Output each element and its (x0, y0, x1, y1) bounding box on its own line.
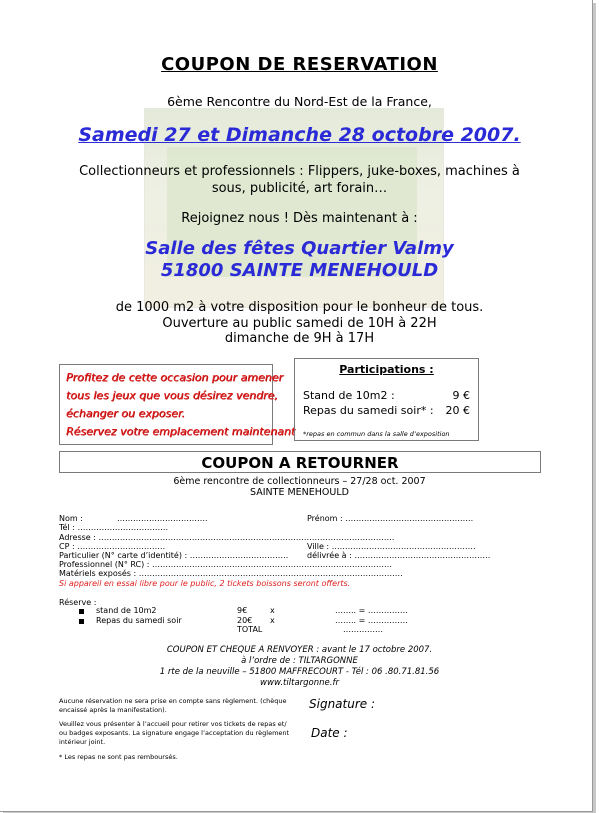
square-bullet-icon (79, 609, 84, 614)
collectors-line1: Collectionneurs et professionnels : Flippers, juke-boxes, machines à (79, 164, 520, 179)
order-payee: à l’ordre de : TILTARGONNE (241, 656, 358, 666)
event-subtitle: 6ème Rencontre du Nord-Est de la France, (167, 94, 432, 109)
promo-line: Réservez votre emplacement maintenant (66, 425, 296, 438)
warning-text: Si appareil en essai libre pour le public, 2 tickets boissons seront offerts. (59, 579, 351, 588)
signature-label: Signature : (309, 697, 376, 711)
page-title: COUPON DE RESERVATION (161, 54, 438, 75)
stand-label: Stand de 10m2 : (303, 389, 395, 402)
total-label: TOTAL (237, 625, 263, 634)
collectors-line2: sous, publicité, art forain… (211, 181, 388, 196)
materiels-field[interactable]: Matériels exposés : ……………………………………………………………………………………… (59, 569, 403, 578)
venue-city: 51800 SAINTE MENEHOULD (160, 260, 439, 281)
date-label: Date : (311, 726, 348, 740)
order-deadline: COUPON ET CHEQUE A RENVOYER : avant le 17 octobre 2007. (166, 645, 433, 655)
reserve-item-name: stand de 10m2 (96, 606, 157, 615)
reserve-label: Réserve : (59, 598, 97, 607)
join-text: Rejoignez nous ! Dès maintenant à : (181, 211, 418, 226)
note-line: intérieur joint. (59, 738, 106, 746)
promo-line: échanger ou exposer. (66, 407, 185, 420)
tel-field[interactable]: Tél : ……………………………. (59, 523, 168, 532)
reserve-item-qty[interactable]: …….. = …………… (335, 606, 408, 615)
promo-line: tous les jeux que vous désirez vendre, (66, 389, 278, 402)
particulier-field[interactable]: Particulier (N° carte d’identité) : ………………………………. (59, 551, 289, 560)
participations-box (294, 358, 479, 441)
info-surface: de 1000 m2 à votre disposition pour le bonheur de tous. (115, 300, 484, 315)
delivree-field[interactable]: délivrée à : …………………………………………… (307, 551, 491, 560)
stand-price: 9 € (452, 389, 470, 402)
coupon-location: SAINTE MENEHOULD (250, 487, 349, 498)
note-line: encaissé après la manifestation). (59, 706, 167, 714)
reserve-item-times: x (270, 616, 275, 625)
nom-field[interactable]: ……………………………. (117, 514, 208, 523)
reserve-item-price: 9€ (237, 606, 248, 615)
note-line: Veuillez vous présenter à l’accueil pour retirer vos tickets de repas et/ (59, 720, 287, 728)
note-line: Aucune réservation ne sera prise en compte sans règlement. (chèque (59, 697, 287, 705)
participations-note: *repas en commun dans la salle d’exposition (303, 430, 450, 438)
info-opening-sunday: dimanche de 9H à 17H (224, 331, 375, 346)
note-line: ou badges exposants. La signature engage l’acceptation du règlement (59, 729, 290, 737)
meal-price: 20 € (445, 404, 470, 417)
prenom-field[interactable]: Prénom : ………………………………………… (307, 514, 474, 523)
promo-box (59, 364, 296, 445)
cp-field[interactable]: CP : …………………………… (59, 542, 166, 551)
note-line: * Les repas ne sont pas remboursés. (59, 753, 178, 761)
professionnel-field[interactable]: Professionnel (N° RC) : ……………………………………………………………………………… (59, 560, 393, 569)
reserve-item-name: Repas du samedi soir (96, 616, 182, 625)
coupon-subtitle: 6ème rencontre de collectionneurs – 27/28 oct. 2007 (173, 476, 426, 487)
participations-title: Participations : (339, 363, 434, 376)
reserve-item-qty[interactable]: …….. = …………… (335, 616, 408, 625)
ville-field[interactable]: Ville : ……………………………………………… (307, 542, 476, 551)
meal-label: Repas du samedi soir* : (303, 404, 434, 417)
event-dates: Samedi 27 et Dimanche 28 octobre 2007. (78, 124, 521, 146)
coupon-title: COUPON A RETOURNER (201, 454, 399, 472)
promo-line: Profitez de cette occasion pour amener (66, 371, 284, 384)
info-opening-saturday: Ouverture au public samedi de 10H à 22H (162, 316, 437, 331)
venue-name: Salle des fêtes Quartier Valmy (145, 238, 454, 259)
nom-label: Nom : (59, 514, 83, 523)
order-website[interactable]: www.tiltargonne.fr (260, 678, 339, 688)
adresse-field[interactable]: Adresse : ………………………………………………………………………………………………… (59, 533, 395, 542)
reserve-item-times: x (270, 606, 275, 615)
order-address: 1 rte de la neuville – 51800 MAFFRECOURT - Tél : 06 .80.71.81.56 (159, 667, 440, 677)
square-bullet-icon (79, 619, 84, 624)
total-field[interactable]: …………… (343, 625, 383, 634)
coupon-header-box (59, 451, 541, 473)
collectors-text (0, 163, 599, 197)
reserve-item-price: 20€ (237, 616, 253, 625)
